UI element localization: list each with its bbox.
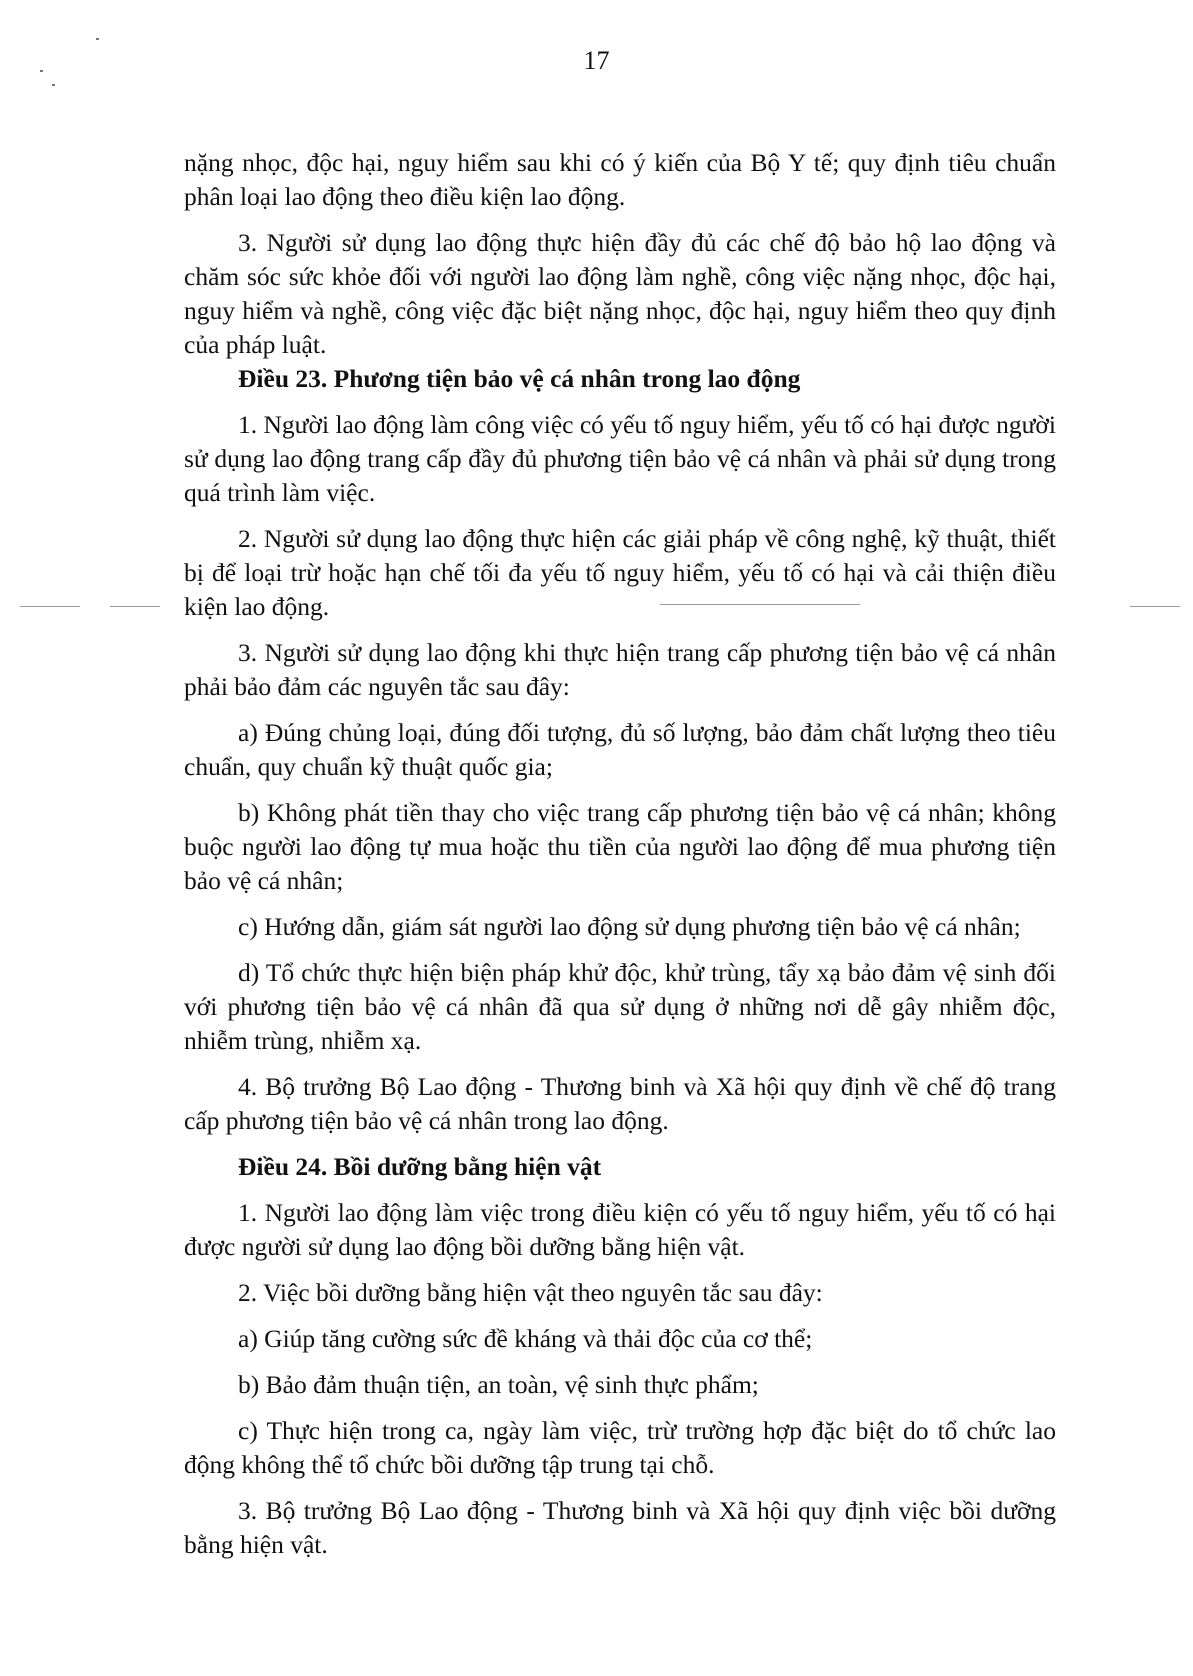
article-24-clause-2: 2. Việc bồi dưỡng bằng hiện vật theo nguyên tắc sau đây:: [238, 1278, 823, 1307]
article-23-clause-3c: c) Hướng dẫn, giám sát người lao động sử dụng phương tiện bảo vệ cá nhân;: [238, 912, 1021, 941]
page-number: 17: [583, 46, 610, 75]
article-24-heading: Điều 24. Bồi dưỡng bằng hiện vật: [238, 1152, 602, 1181]
article-24-clause-2a: a) Giúp tăng cường sức đề kháng và thải độc của cơ thể;: [238, 1324, 813, 1353]
article-23-clause-3: 3. Người sử dụng lao động khi thực hiện trang cấp phương tiện bảo vệ cá nhân phải bảo đảm các nguyên tắc sau đây:: [184, 638, 1056, 701]
scan-line: [1130, 606, 1180, 607]
scan-line: [20, 606, 80, 607]
article-23-heading: Điều 23. Phương tiện bảo vệ cá nhân trong lao động: [238, 364, 801, 393]
article-23-clause-3d: d) Tổ chức thực hiện biện pháp khử độc, khử trùng, tẩy xạ bảo đảm vệ sinh đối với phương tiện bảo vệ cá nhân đã qua sử dụng ở những nơi dễ gây nhiễm độc, nhiễm trùng, nhiễm xạ.: [184, 958, 1056, 1055]
clause-3: 3. Người sử dụng lao động thực hiện đầy đủ các chế độ bảo hộ lao động và chăm sóc sức khỏe đối với người lao động làm nghề, công việc nặng nhọc, độc hại, nguy hiểm và nghề, công việc đặc biệt nặng nhọc, độc hại, nguy hiểm theo quy định của pháp luật.: [184, 228, 1056, 359]
article-24-clause-2c: c) Thực hiện trong ca, ngày làm việc, trừ trường hợp đặc biệt do tổ chức lao động không thể tổ chức bồi dưỡng tập trung tại chỗ.: [184, 1416, 1056, 1479]
article-23-clause-1: 1. Người lao động làm công việc có yếu tố nguy hiểm, yếu tố có hại được người sử dụng lao động trang cấp đầy đủ phương tiện bảo vệ cá nhân và phải sử dụng trong quá trình làm việc.: [184, 410, 1056, 507]
document-body: [184, 146, 1056, 1562]
scan-speck: [52, 84, 55, 86]
article-24-clause-3: 3. Bộ trưởng Bộ Lao động - Thương binh và Xã hội quy định việc bồi dưỡng bằng hiện vật.: [184, 1496, 1056, 1559]
article-24-clause-2b: b) Bảo đảm thuận tiện, an toàn, vệ sinh thực phẩm;: [238, 1370, 759, 1399]
article-23-clause-3a: a) Đúng chủng loại, đúng đối tượng, đủ số lượng, bảo đảm chất lượng theo tiêu chuẩn, quy chuẩn kỹ thuật quốc gia;: [184, 718, 1056, 781]
scan-speck: [96, 38, 99, 40]
scan-line: [110, 606, 160, 607]
article-23-clause-3b: b) Không phát tiền thay cho việc trang cấp phương tiện bảo vệ cá nhân; không buộc người lao động tự mua hoặc thu tiền của người lao động để mua phương tiện bảo vệ cá nhân;: [184, 798, 1056, 895]
article-24-clause-1: 1. Người lao động làm việc trong điều kiện có yếu tố nguy hiểm, yếu tố có hại được người sử dụng lao động bồi dưỡng bằng hiện vật.: [184, 1198, 1056, 1261]
paragraph-continuation: nặng nhọc, độc hại, nguy hiểm sau khi có ý kiến của Bộ Y tế; quy định tiêu chuẩn phân loại lao động theo điều kiện lao động.: [184, 148, 1056, 211]
article-23-clause-2: 2. Người sử dụng lao động thực hiện các giải pháp về công nghệ, kỹ thuật, thiết bị để loại trừ hoặc hạn chế tối đa yếu tố nguy hiểm, yếu tố có hại và cải thiện điều kiện lao động.: [184, 524, 1056, 621]
article-23-clause-4: 4. Bộ trưởng Bộ Lao động - Thương binh và Xã hội quy định về chế độ trang cấp phương tiện bảo vệ cá nhân trong lao động.: [184, 1072, 1056, 1135]
